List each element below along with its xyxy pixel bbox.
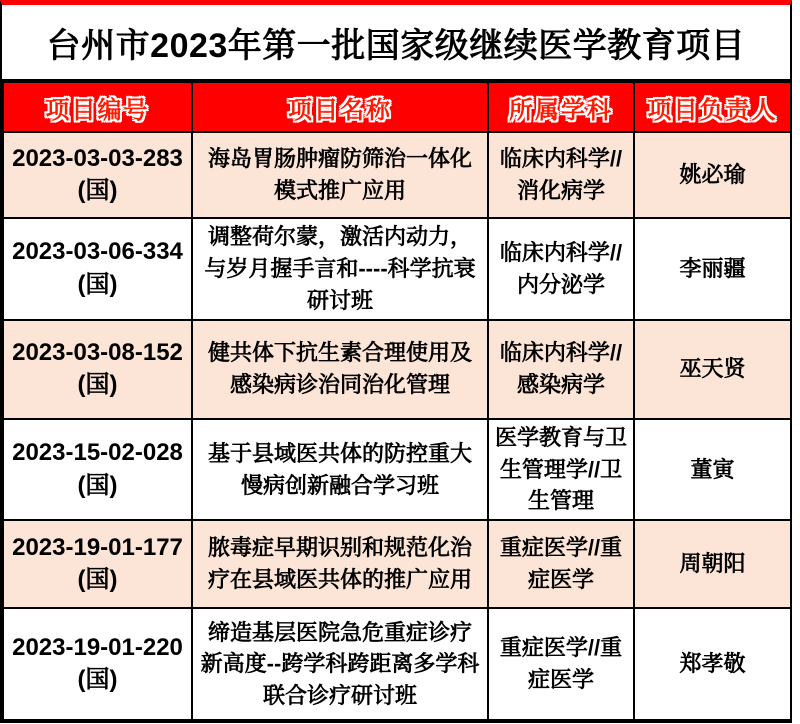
project-name-cell: 缔造基层医院急危重症诊疗新高度--跨学科跨距离多学科联合诊疗研讨班 — [192, 608, 488, 720]
project-id-cell — [3, 520, 192, 608]
table-row — [3, 520, 791, 608]
project-id-suffix: (国) — [77, 566, 118, 594]
table-row — [3, 218, 791, 320]
subject-cell: 临床内科学//内分泌学 — [488, 218, 634, 320]
project-id-suffix: (国) — [77, 270, 118, 298]
project-id: 2023-03-08-152 — [12, 338, 183, 366]
leader-cell: 姚必瑜 — [634, 132, 791, 218]
project-id-suffix: (国) — [77, 471, 118, 499]
project-id-suffix: (国) — [77, 371, 118, 399]
project-id: 2023-03-03-283 — [12, 144, 183, 172]
subject-cell: 临床内科学//消化病学 — [488, 132, 634, 218]
project-id: 2023-19-01-177 — [12, 533, 183, 561]
page-title: 台州市2023年第一批国家级继续医学教育项目 — [2, 5, 790, 81]
project-name-cell: 基于县域医共体的防控重大慢病创新融合学习班 — [192, 419, 488, 521]
project-id: 2023-19-01-220 — [12, 633, 183, 661]
project-id-cell — [3, 608, 192, 720]
project-name-cell: 健共体下抗生素合理使用及感染病诊治同治化管理 — [192, 320, 488, 419]
table-row — [3, 320, 791, 419]
leader-cell: 巫天贤 — [634, 320, 791, 419]
leader-cell: 李丽疆 — [634, 218, 791, 320]
table-row — [3, 608, 791, 720]
leader-cell: 郑孝敬 — [634, 608, 791, 720]
projects-table — [2, 81, 792, 721]
project-name-cell: 调整荷尔蒙，激活内动力，与岁月握手言和----科学抗衰研讨班 — [192, 218, 488, 320]
project-id: 2023-03-06-334 — [12, 238, 183, 266]
project-id-cell — [3, 419, 192, 521]
column-header-project-name: 项目名称 — [192, 82, 488, 132]
subject-cell: 重症医学//重症医学 — [488, 520, 634, 608]
project-id-suffix: (国) — [77, 666, 118, 694]
project-id: 2023-15-02-028 — [12, 439, 183, 467]
project-id-cell — [3, 218, 192, 320]
column-header-leader: 项目负责人 — [634, 82, 791, 132]
table-row — [3, 132, 791, 218]
project-id-cell — [3, 320, 192, 419]
column-header-project-id: 项目编号 — [3, 82, 192, 132]
project-id-suffix: (国) — [77, 177, 118, 204]
table-row — [3, 419, 791, 521]
leader-cell: 董寅 — [634, 419, 791, 521]
column-header-subject: 所属学科 — [488, 82, 634, 132]
project-name-cell: 脓毒症早期识别和规范化治疗在县域医共体的推广应用 — [192, 520, 488, 608]
project-id-cell — [3, 132, 192, 218]
project-name-cell: 海岛胃肠肿瘤防筛治一体化模式推广应用 — [192, 132, 488, 218]
subject-cell: 重症医学//重症医学 — [488, 608, 634, 720]
subject-cell: 临床内科学//感染病学 — [488, 320, 634, 419]
header-row — [3, 82, 791, 132]
leader-cell: 周朝阳 — [634, 520, 791, 608]
subject-cell: 医学教育与卫生管理学//卫生管理 — [488, 419, 634, 521]
